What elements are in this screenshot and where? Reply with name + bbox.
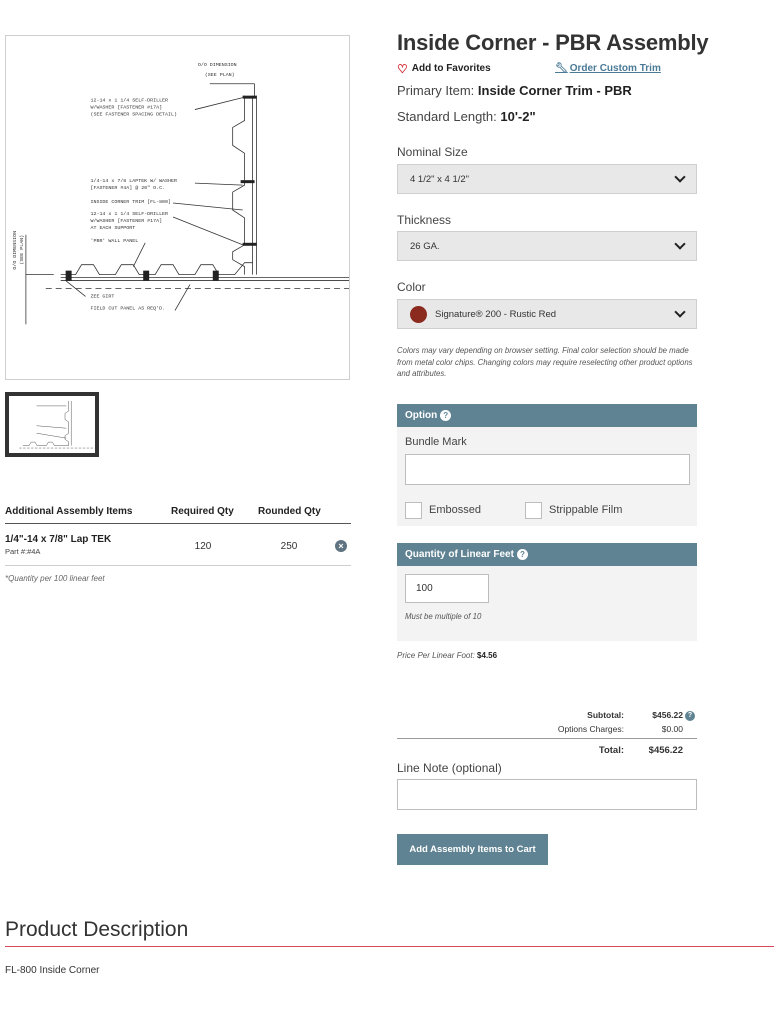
thumbnail-drawing[interactable] bbox=[5, 392, 99, 457]
line-note-input[interactable] bbox=[397, 779, 697, 810]
line-note-label: Line Note (optional) bbox=[397, 761, 502, 775]
trim-detail-drawing bbox=[6, 36, 349, 379]
help-icon[interactable]: ? bbox=[440, 410, 451, 421]
quantity-footnote: *Quantity per 100 linear feet bbox=[5, 574, 105, 583]
product-description-text: FL-800 Inside Corner bbox=[5, 965, 100, 976]
standard-length bbox=[397, 109, 536, 124]
help-icon[interactable]: ? bbox=[685, 711, 695, 721]
option-panel-header bbox=[397, 404, 697, 427]
chevron-down-icon bbox=[674, 306, 685, 317]
quantity-panel-header bbox=[397, 543, 697, 566]
thumbnail-image bbox=[9, 396, 95, 453]
total-label: Total: bbox=[598, 745, 624, 756]
color-value: Signature® 200 - Rustic Red bbox=[435, 308, 557, 320]
primary-item-label: Primary Item: bbox=[397, 83, 475, 98]
price-per-foot bbox=[397, 651, 497, 660]
subtotal-label: Subtotal: bbox=[587, 710, 624, 720]
options-charges-value: $0.00 bbox=[661, 724, 683, 734]
product-description-heading: Product Description bbox=[5, 918, 189, 941]
svg-text:(SEE PLAN): (SEE PLAN) bbox=[19, 234, 25, 265]
table-header bbox=[5, 500, 351, 524]
bundle-mark-label: Bundle Mark bbox=[405, 436, 467, 448]
svg-text:1/4-14 x 7/8 LAPTEK W/ WASHER: 1/4-14 x 7/8 LAPTEK W/ WASHER bbox=[90, 179, 177, 185]
primary-item bbox=[397, 83, 632, 98]
order-custom-trim-link[interactable] bbox=[555, 63, 661, 74]
primary-item-value: Inside Corner Trim - PBR bbox=[477, 83, 632, 98]
subtotal-value: $456.22 bbox=[652, 710, 683, 720]
svg-text:12-14 x 1 1/4 SELF-DRILLER: 12-14 x 1 1/4 SELF-DRILLER bbox=[90, 98, 169, 104]
remove-item-icon[interactable]: × bbox=[335, 540, 347, 552]
order-total bbox=[397, 739, 697, 759]
thickness-label: Thickness bbox=[397, 213, 452, 227]
chevron-down-icon bbox=[674, 238, 685, 249]
add-to-favorites-link[interactable] bbox=[397, 63, 491, 74]
rounded-qty: 250 bbox=[280, 541, 298, 552]
help-icon[interactable]: ? bbox=[517, 549, 528, 560]
heart-icon: ♡ bbox=[397, 61, 408, 76]
svg-text:W/WASHER [FASTENER #17A]: W/WASHER [FASTENER #17A] bbox=[90, 218, 163, 224]
assembly-items-table bbox=[5, 500, 351, 566]
price-per-foot-value: $4.56 bbox=[477, 651, 498, 660]
color-select[interactable] bbox=[397, 299, 697, 329]
nominal-size-value: 4 1/2" x 4 1/2" bbox=[410, 173, 470, 185]
quantity-input[interactable]: 100 bbox=[405, 574, 489, 603]
svg-text:INSIDE CORNER TRIM [FL-800]: INSIDE CORNER TRIM [FL-800] bbox=[90, 200, 172, 206]
quantity-hint: Must be multiple of 10 bbox=[405, 612, 482, 621]
standard-length-value: 10'-2" bbox=[500, 109, 536, 124]
item-name: 1/4"-14 x 7/8" Lap TEK bbox=[5, 534, 112, 545]
price-per-foot-label: Price Per Linear Foot: bbox=[397, 651, 475, 660]
option-panel-title: Option bbox=[405, 410, 438, 421]
nominal-size-select[interactable] bbox=[397, 164, 697, 194]
wrench-icon: 🔧︎ bbox=[555, 63, 568, 74]
svg-text:[FASTENER #4A] @ 20" O.C.: [FASTENER #4A] @ 20" O.C. bbox=[90, 186, 166, 192]
svg-text:W/WASHER [FASTENER #17A]: W/WASHER [FASTENER #17A] bbox=[90, 105, 163, 111]
column-header-rounded: Rounded Qty bbox=[258, 506, 321, 517]
svg-text:(SEE FASTENER SPACING DETAIL): (SEE FASTENER SPACING DETAIL) bbox=[90, 112, 177, 118]
options-charges-label: Options Charges: bbox=[557, 724, 624, 734]
option-panel bbox=[397, 427, 697, 526]
add-to-cart-button[interactable]: Add Assembly Items to Cart bbox=[397, 834, 548, 865]
total-value: $456.22 bbox=[648, 745, 683, 756]
chevron-down-icon bbox=[674, 171, 685, 182]
strippable-film-checkbox[interactable] bbox=[525, 502, 542, 519]
color-disclaimer: Colors may vary depending on browser setting. Final color selection should be made from metal color chips. Changing colors may require reselecting other product options and attributes. bbox=[397, 346, 693, 378]
column-header-required: Required Qty bbox=[171, 506, 234, 517]
item-part-number: Part #:#4A bbox=[5, 547, 41, 556]
svg-text:'PBR' WALL PANEL: 'PBR' WALL PANEL bbox=[90, 238, 139, 244]
nominal-size-label: Nominal Size bbox=[397, 145, 468, 159]
add-to-favorites-label: Add to Favorites bbox=[411, 63, 491, 74]
strippable-film-label: Strippable Film bbox=[549, 504, 623, 516]
svg-text:O/O DIMENSION: O/O DIMENSION bbox=[197, 62, 237, 68]
svg-text:FIELD CUT PANEL AS REQ'D.: FIELD CUT PANEL AS REQ'D. bbox=[90, 306, 166, 312]
color-label: Color bbox=[397, 280, 426, 294]
order-custom-trim-label: Order Custom Trim bbox=[569, 63, 661, 74]
thickness-select[interactable] bbox=[397, 231, 697, 261]
svg-text:AT EACH SUPPORT: AT EACH SUPPORT bbox=[90, 225, 136, 231]
description-divider bbox=[5, 946, 774, 947]
column-header-item: Additional Assembly Items bbox=[5, 506, 133, 517]
svg-text:ZEE GIRT: ZEE GIRT bbox=[90, 294, 115, 300]
svg-text:(SEE PLAN): (SEE PLAN) bbox=[204, 72, 235, 78]
thickness-value: 26 GA. bbox=[410, 240, 440, 252]
quantity-panel-title: Quantity of Linear Feet bbox=[405, 549, 514, 560]
product-drawing[interactable] bbox=[5, 35, 350, 380]
standard-length-label: Standard Length: bbox=[397, 109, 497, 124]
embossed-checkbox[interactable] bbox=[405, 502, 422, 519]
table-row bbox=[5, 524, 351, 566]
svg-text:O/O DIMENSION: O/O DIMENSION bbox=[12, 230, 18, 270]
bundle-mark-input[interactable] bbox=[405, 454, 690, 485]
embossed-label: Embossed bbox=[429, 504, 481, 516]
color-swatch bbox=[410, 306, 427, 323]
svg-text:12-14 x 1 1/4 SELF-DRILLER: 12-14 x 1 1/4 SELF-DRILLER bbox=[90, 211, 169, 217]
required-qty: 120 bbox=[194, 541, 212, 552]
quantity-panel bbox=[397, 566, 697, 641]
product-title: Inside Corner - PBR Assembly bbox=[397, 30, 709, 55]
